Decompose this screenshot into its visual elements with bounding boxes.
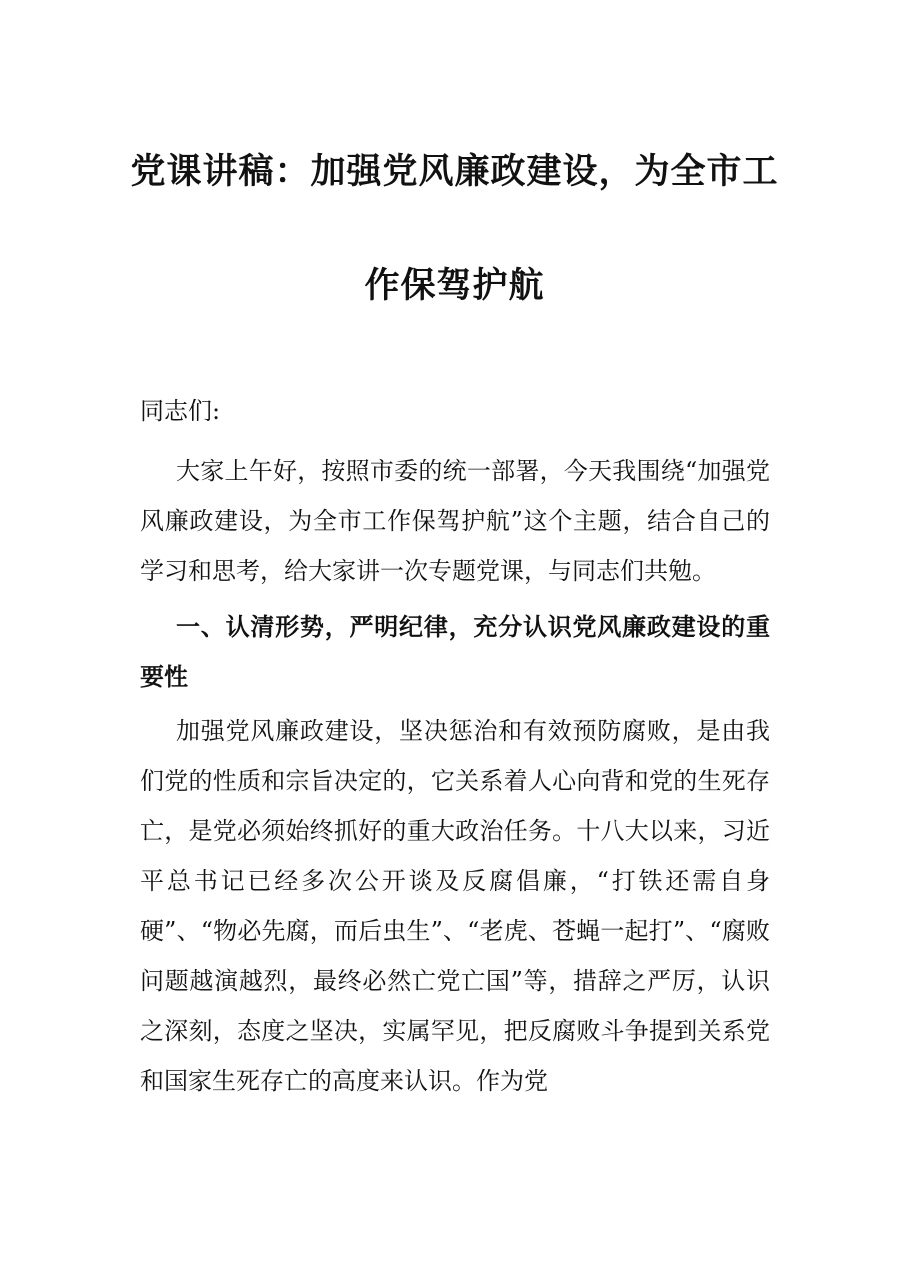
document-title-line-1: 党课讲稿：加强党风廉政建设，为全市工 [130,152,779,192]
body-paragraph-1: 加强党风廉政建设，坚决惩治和有效预防腐败，是由我们党的性质和宗旨决定的，它关系着人心向背和党的生死存亡，是党必须始终抓好的重大政治任务。十八大以来，习近平总书记已经多次公开谈及反腐倡廉，“打铁还需自身硬”、“物必先腐，而后虫生”、“老虎、苍蝇一起打”、“腐败问题越演越烈，最终必然亡党亡国”等，措辞之严厉，认识之深刻，态度之坚决，实属罕见，把反腐败斗争提到关系党和国家生死存亡的高度来认识。作为党 [140,717,770,1095]
intro-paragraph: 大家上午好，按照市委的统一部署，今天我围绕“加强党风廉政建设，为全市工作保驾护航”这个主题，结合自己的学习和思考，给大家讲一次专题党课，与同志们共勉。 [140,457,770,585]
section-heading-1: 一、认清形势，严明纪律，充分认识党风廉政建设的重要性 [140,613,770,691]
salutation: 同志们: [140,397,221,425]
document-title-line-2: 作保驾护航 [364,266,545,306]
